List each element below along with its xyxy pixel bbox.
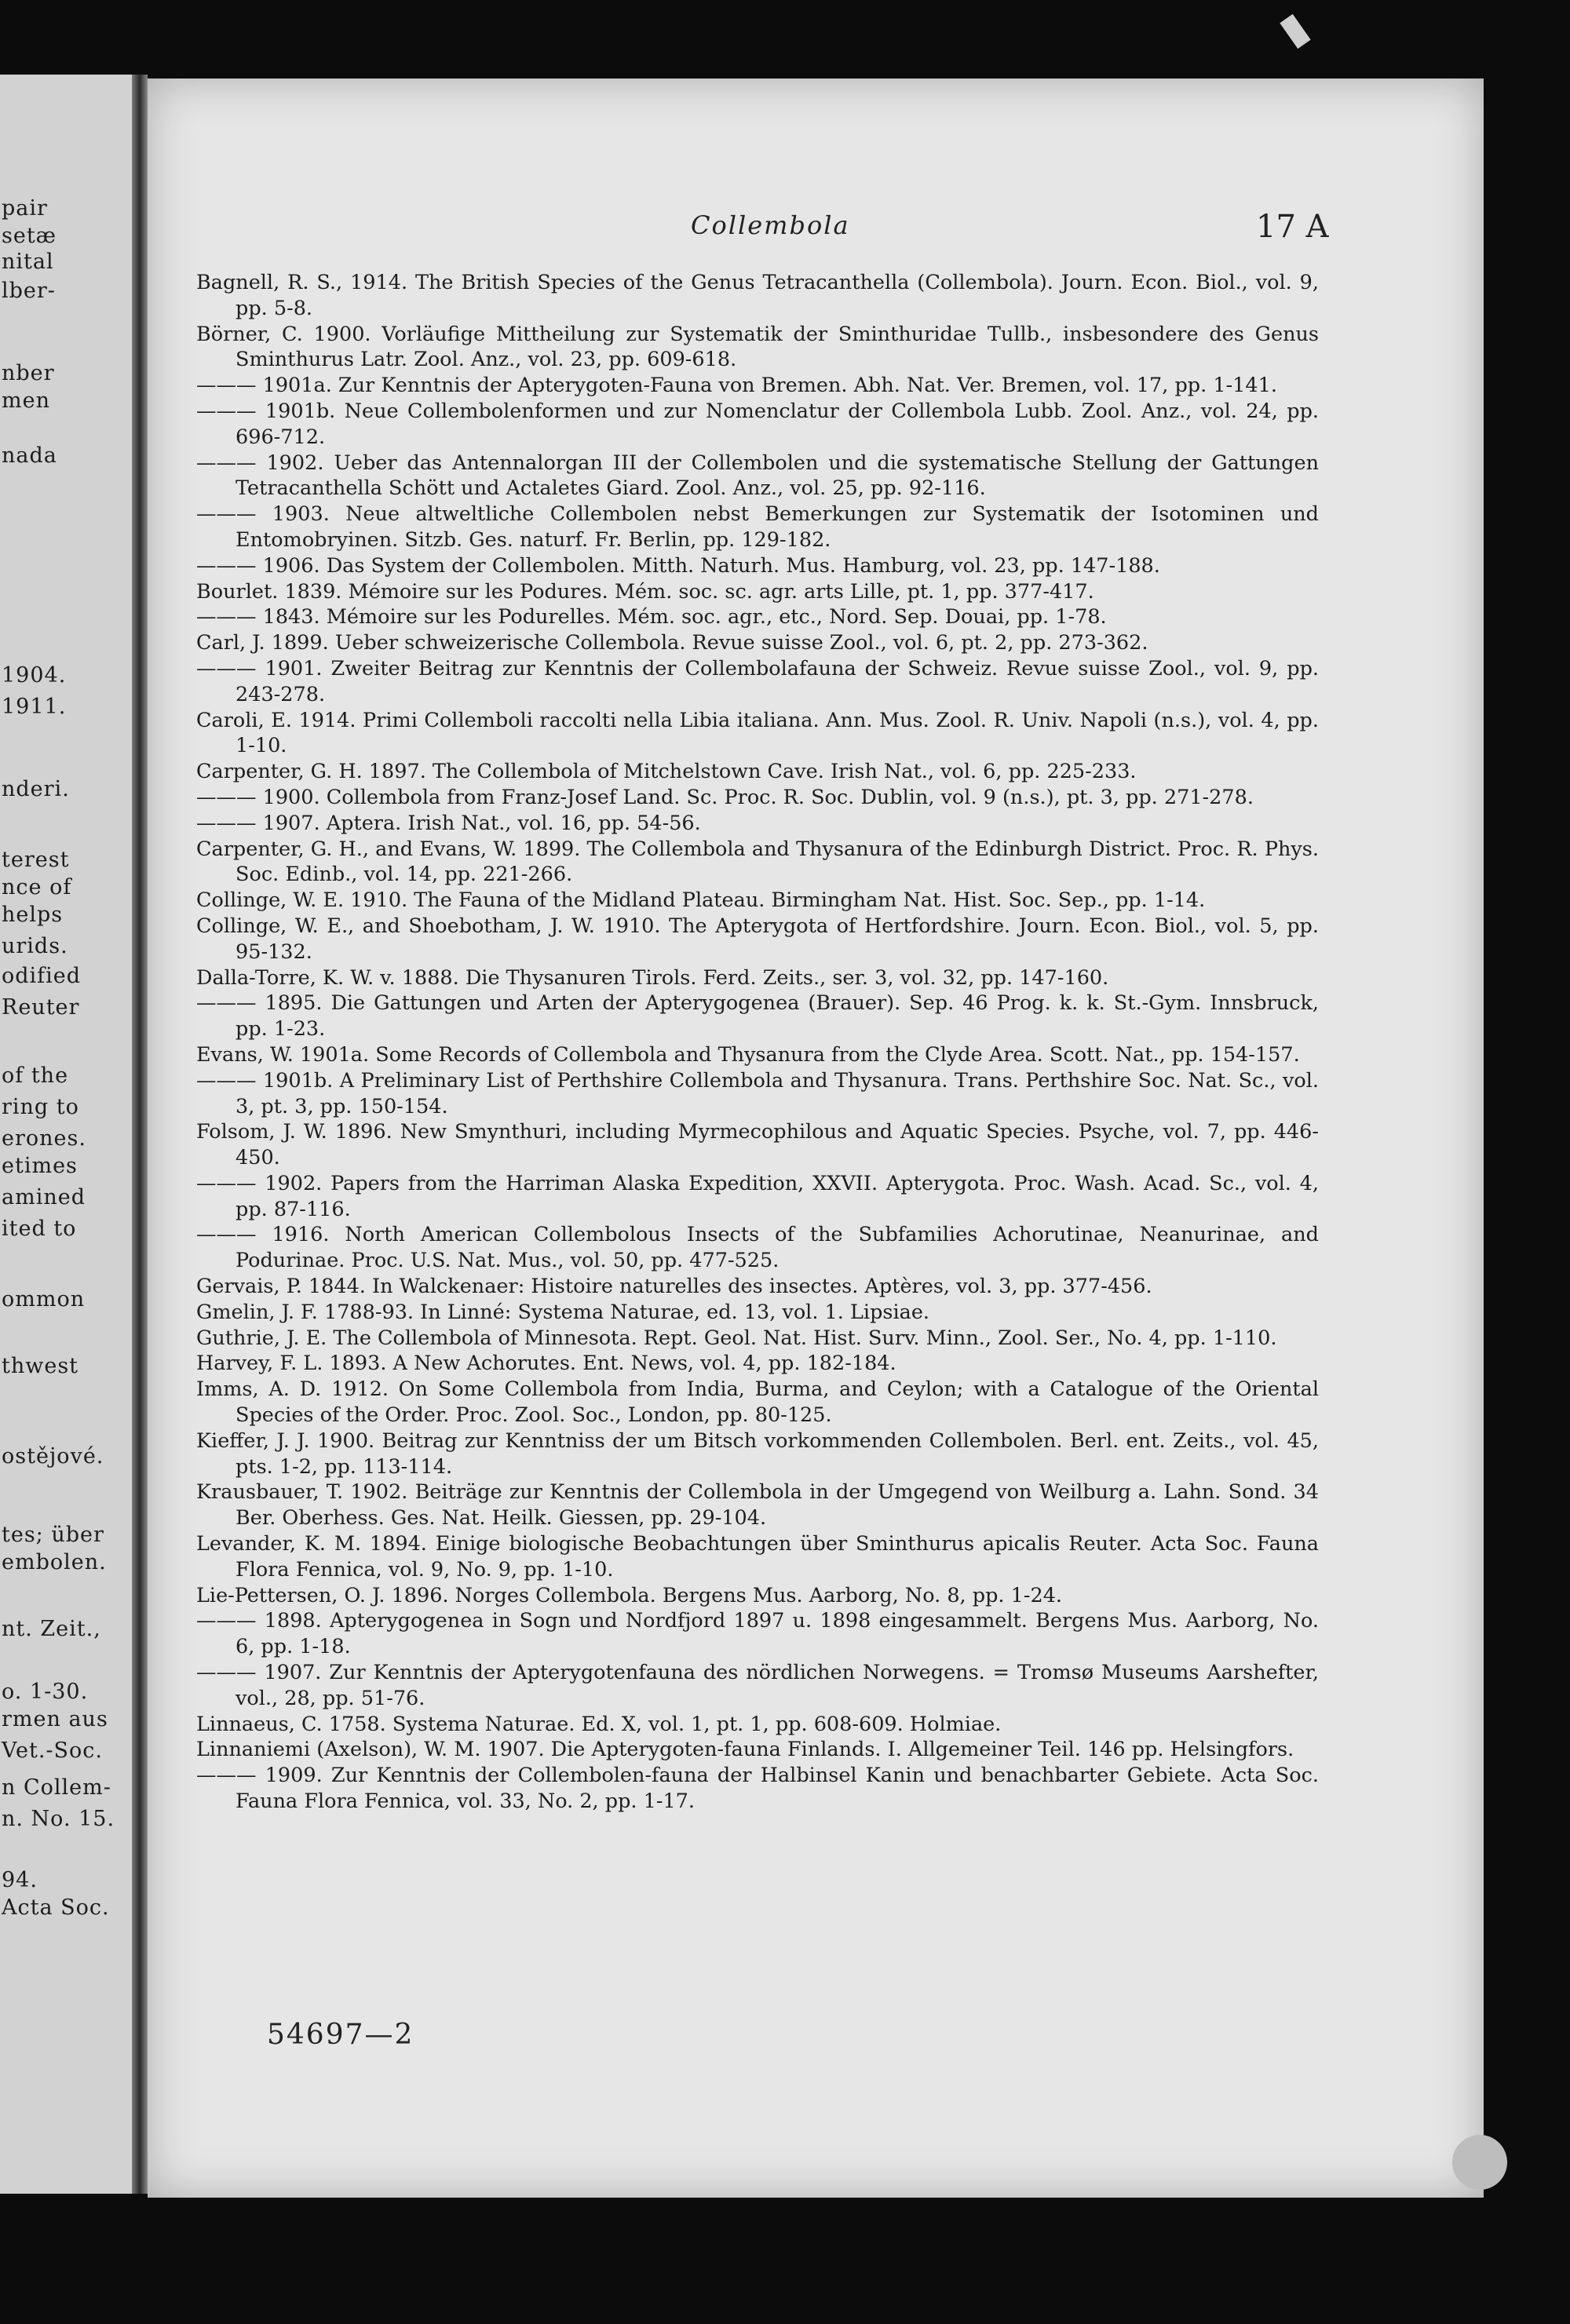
bibliography-entry: Gervais, P. 1844. In Walckenaer: Histoire naturelles des insectes. Aptères, vol. 3, pp. 377-456. bbox=[196, 1275, 1152, 1299]
bibliography-entry: Caroli, E. 1914. Primi Collemboli raccolti nella Libia italiana. Ann. Mus. Zool. R. Univ. Napoli (n.s.), vol. 4, pp. 1-10. bbox=[196, 708, 1319, 758]
bibliography-entry: ——— 1907. Aptera. Irish Nat., vol. 16, pp. 54-56. bbox=[196, 811, 701, 835]
bibliography-entry: ——— 1898. Apterygogenea in Sogn und Nordfjord 1897 u. 1898 eingesammelt. Bergens Mus. Aarborg, No. 6, pp. 1-18. bbox=[196, 1609, 1319, 1659]
left-page-fragment: ommon bbox=[2, 1287, 86, 1312]
bibliography-entry: Lie-Pettersen, O. J. 1896. Norges Collembola. Bergens Mus. Aarborg, No. 8, pp. 1-24. bbox=[196, 1583, 1063, 1607]
left-page-fragment: embolen. bbox=[2, 1550, 107, 1574]
bibliography-entry: ——— 1902. Ueber das Antennalorgan III der Collembolen und die systematische Stellung der Gattungen Tetracanthella Schött und Actaletes Giard. Zool. Anz., vol. 25, pp. 92-116. bbox=[196, 451, 1319, 501]
left-page-fragment: nce of bbox=[2, 875, 72, 899]
bibliography-entry: Krausbauer, T. 1902. Beiträge zur Kenntnis der Collembola in der Umgegend von Weilburg a. Lahn. Sond. 34 Ber. Oberhess. Ges. Nat. Heilk. Giessen, pp. 29-104. bbox=[196, 1480, 1319, 1530]
left-page-fragment: nital bbox=[2, 250, 54, 274]
left-page-fragment: terest bbox=[2, 848, 70, 872]
left-page-fragment: nber bbox=[2, 361, 55, 385]
bibliography-entry: Guthrie, J. E. The Collembola of Minnesota. Rept. Geol. Nat. Hist. Surv. Minn., Zool. Ser., No. 4, pp. 1-110. bbox=[196, 1326, 1277, 1350]
left-page-fragment: erones. bbox=[2, 1126, 86, 1151]
left-page-fragment: nderi. bbox=[2, 777, 70, 801]
left-page-fragment: pair bbox=[2, 196, 48, 221]
left-page-fragment: of the bbox=[2, 1063, 69, 1088]
bibliography-entry: Gmelin, J. F. 1788-93. In Linné: Systema Naturae, ed. 13, vol. 1. Lipsiae. bbox=[196, 1300, 930, 1324]
left-page-fragment: amined bbox=[2, 1185, 86, 1209]
bibliography-entry: Linnaeus, C. 1758. Systema Naturae. Ed. X, vol. 1, pt. 1, pp. 608-609. Holmiae. bbox=[196, 1712, 1002, 1736]
left-page-fragment: setæ bbox=[2, 224, 57, 248]
bibliography-entry: Carl, J. 1899. Ueber schweizerische Collembola. Revue suisse Zool., vol. 6, pt. 2, pp. 273-362. bbox=[196, 631, 1148, 655]
left-page-fragment: urids. bbox=[2, 934, 68, 958]
left-page-fragment: n Collem- bbox=[2, 1775, 111, 1800]
left-page-fragment: Reuter bbox=[2, 995, 80, 1020]
bibliography-entry: Collinge, W. E. 1910. The Fauna of the Midland Plateau. Birmingham Nat. Hist. Soc. Sep., pp. 1-14. bbox=[196, 888, 1206, 913]
left-page-fragment: lber- bbox=[2, 279, 56, 303]
left-page-fragment: odified bbox=[2, 964, 82, 988]
left-page-fragment: thwest bbox=[2, 1354, 79, 1378]
bibliography-entry: ——— 1916. North American Collembolous Insects of the Subfamilies Achorutinae, Neanurinae, and Podurinae. Proc. U.S. Nat. Mus., vol. 50, pp. 477-525. bbox=[196, 1223, 1319, 1273]
left-page-fragment: rmen aus bbox=[2, 1707, 108, 1731]
left-page-fragment: nada bbox=[2, 443, 57, 468]
bibliography-entry: ——— 1901a. Zur Kenntnis der Apterygoten-Fauna von Bremen. Abh. Nat. Ver. Bremen, vol. 17, pp. 1-141. bbox=[196, 374, 1277, 398]
bibliography-entry: ——— 1900. Collembola from Franz-Josef Land. Sc. Proc. R. Soc. Dublin, vol. 9 (n.s.), pt. 3, pp. 271-278. bbox=[196, 785, 1254, 809]
bibliography-entry: Collinge, W. E., and Shoebotham, J. W. 1910. The Apterygota of Hertfordshire. Journ. Econ. Biol., vol. 5, pp. 95-132. bbox=[196, 914, 1319, 964]
left-page-fragment: Acta Soc. bbox=[2, 1895, 110, 1920]
bibliography-entry: ——— 1901b. Neue Collembolenformen und zur Nomenclatur der Collembola Lubb. Zool. Anz., vol. 24, pp. 696-712. bbox=[196, 399, 1319, 449]
stamp-icon bbox=[1452, 2135, 1507, 2190]
bibliography-entry: Evans, W. 1901a. Some Records of Collembola and Thysanura from the Clyde Area. Scott. Nat., pp. 154-157. bbox=[196, 1042, 1300, 1067]
bibliography-entry: Börner, C. 1900. Vorläufige Mittheilung zur Systematik der Sminthuridae Tullb., insbesondere des Genus Sminthurus Latr. Zool. Anz., vol. 23, pp. 609-618. bbox=[196, 322, 1319, 372]
bibliography-entry: ——— 1909. Zur Kenntnis der Collembolen-fauna der Halbinsel Kanin und benachbarter Gebiete. Acta Soc. Fauna Flora Fennica, vol. 33, No. 2, pp. 1-17. bbox=[196, 1764, 1319, 1814]
bibliography-entry: Folsom, J. W. 1896. New Smynthuri, including Myrmecophilous and Aquatic Species. Psyche, vol. 7, pp. 446-450. bbox=[196, 1120, 1319, 1170]
bibliography-entry: ——— 1901. Zweiter Beitrag zur Kenntnis der Collembolafauna der Schweiz. Revue suisse Zool., vol. 9, pp. 243-278. bbox=[196, 656, 1319, 706]
left-page-fragment: n. No. 15. bbox=[2, 1807, 115, 1831]
bibliography-entry: ——— 1902. Papers from the Harriman Alaska Expedition, XXVII. Apterygota. Proc. Wash. Acad. Sc., vol. 4, pp. 87-116. bbox=[196, 1171, 1319, 1221]
left-page-fragment: men bbox=[2, 389, 50, 413]
running-header: Collembola bbox=[691, 210, 850, 240]
book-gutter bbox=[132, 75, 148, 2194]
left-page-fragment: nt. Zeit., bbox=[2, 1617, 101, 1641]
bibliography-entry: Dalla-Torre, K. W. v. 1888. Die Thysanuren Tirols. Ferd. Zeits., ser. 3, vol. 32, pp. 147-160. bbox=[196, 965, 1109, 990]
left-page-fragment: helps bbox=[2, 903, 64, 927]
signature-mark: 54697—2 bbox=[267, 2019, 414, 2051]
bibliography-entry: Kieffer, J. J. 1900. Beitrag zur Kenntniss der um Bitsch vorkommenden Collembolen. Berl. ent. Zeits., vol. 45, pts. 1-2, pp. 113-114. bbox=[196, 1428, 1319, 1479]
bibliography-entry: Bagnell, R. S., 1914. The British Species of the Genus Tetracanthella (Collembola). Journ. Econ. Biol., vol. 9, pp. 5-8. bbox=[196, 271, 1319, 320]
bibliography-entry: Linnaniemi (Axelson), W. M. 1907. Die Apterygoten-fauna Finlands. I. Allgemeiner Teil. 146 pp. Helsingfors. bbox=[196, 1738, 1294, 1762]
left-page-fragment: ring to bbox=[2, 1095, 79, 1119]
bibliography-entry: ——— 1901b. A Preliminary List of Perthshire Collembola and Thysanura. Trans. Perthshire Soc. Nat. Sc., vol. 3, pt. 3, pp. 150-154. bbox=[196, 1068, 1319, 1118]
left-page-fragment: tes; über bbox=[2, 1523, 104, 1547]
page-number: 17 A bbox=[1256, 209, 1329, 245]
bibliography-entry: Imms, A. D. 1912. On Some Collembola from India, Burma, and Ceylon; with a Catalogue of the Oriental Species of the Order. Proc. Zool. Soc., London, pp. 80-125. bbox=[196, 1377, 1319, 1428]
left-page-edge bbox=[0, 75, 132, 2194]
left-page-fragment: 94. bbox=[2, 1868, 38, 1892]
left-page-fragment: ited to bbox=[2, 1217, 77, 1241]
bibliography-list bbox=[196, 270, 1319, 1815]
left-page-fragment: o. 1-30. bbox=[2, 1680, 89, 1704]
scan-artifact bbox=[1280, 14, 1310, 49]
bibliography-entry: ——— 1843. Mémoire sur les Podurelles. Mém. soc. agr., etc., Nord. Sep. Douai, pp. 1-78. bbox=[196, 605, 1107, 629]
left-page-fragment: 1911. bbox=[2, 695, 67, 719]
left-page-fragment: ostějové. bbox=[2, 1444, 104, 1468]
bibliography-entry: Carpenter, G. H. 1897. The Collembola of Mitchelstown Cave. Irish Nat., vol. 6, pp. 225-233. bbox=[196, 760, 1137, 784]
bibliography-entry: Harvey, F. L. 1893. A New Achorutes. Ent. News, vol. 4, pp. 182-184. bbox=[196, 1352, 896, 1376]
bibliography-entry: ——— 1906. Das System der Collembolen. Mitth. Naturh. Mus. Hamburg, vol. 23, pp. 147-188. bbox=[196, 553, 1160, 578]
bibliography-entry: ——— 1895. Die Gattungen und Arten der Apterygogenea (Brauer). Sep. 46 Prog. k. k. St.-Gym. Innsbruck, pp. 1-23. bbox=[196, 991, 1319, 1042]
bibliography-entry: Levander, K. M. 1894. Einige biologische Beobachtungen über Sminthurus apicalis Reuter. Acta Soc. Fauna Flora Fennica, vol. 9, No. 9, pp. 1-10. bbox=[196, 1532, 1319, 1582]
bibliography-entry: ——— 1907. Zur Kenntnis der Apterygotenfauna des nördlichen Norwegens. = Tromsø Museums Aarshefter, vol., 28, pp. 51-76. bbox=[196, 1661, 1319, 1710]
left-page-fragment: 1904. bbox=[2, 663, 67, 688]
bibliography-entry: Carpenter, G. H., and Evans, W. 1899. The Collembola and Thysanura of the Edinburgh District. Proc. R. Phys. Soc. Edinb., vol. 14, pp. 221-266. bbox=[196, 837, 1319, 887]
bibliography-entry: Bourlet. 1839. Mémoire sur les Podures. Mém. soc. sc. agr. arts Lille, pt. 1, pp. 377-417. bbox=[196, 579, 1094, 604]
left-page-fragment: etimes bbox=[2, 1154, 78, 1178]
bibliography-entry: ——— 1903. Neue altweltliche Collembolen nebst Bemerkungen zur Systematik der Isotominen und Entomobryinen. Sitzb. Ges. naturf. Fr. Berlin, pp. 129-182. bbox=[196, 502, 1319, 552]
left-page-fragment: Vet.-Soc. bbox=[2, 1738, 104, 1763]
